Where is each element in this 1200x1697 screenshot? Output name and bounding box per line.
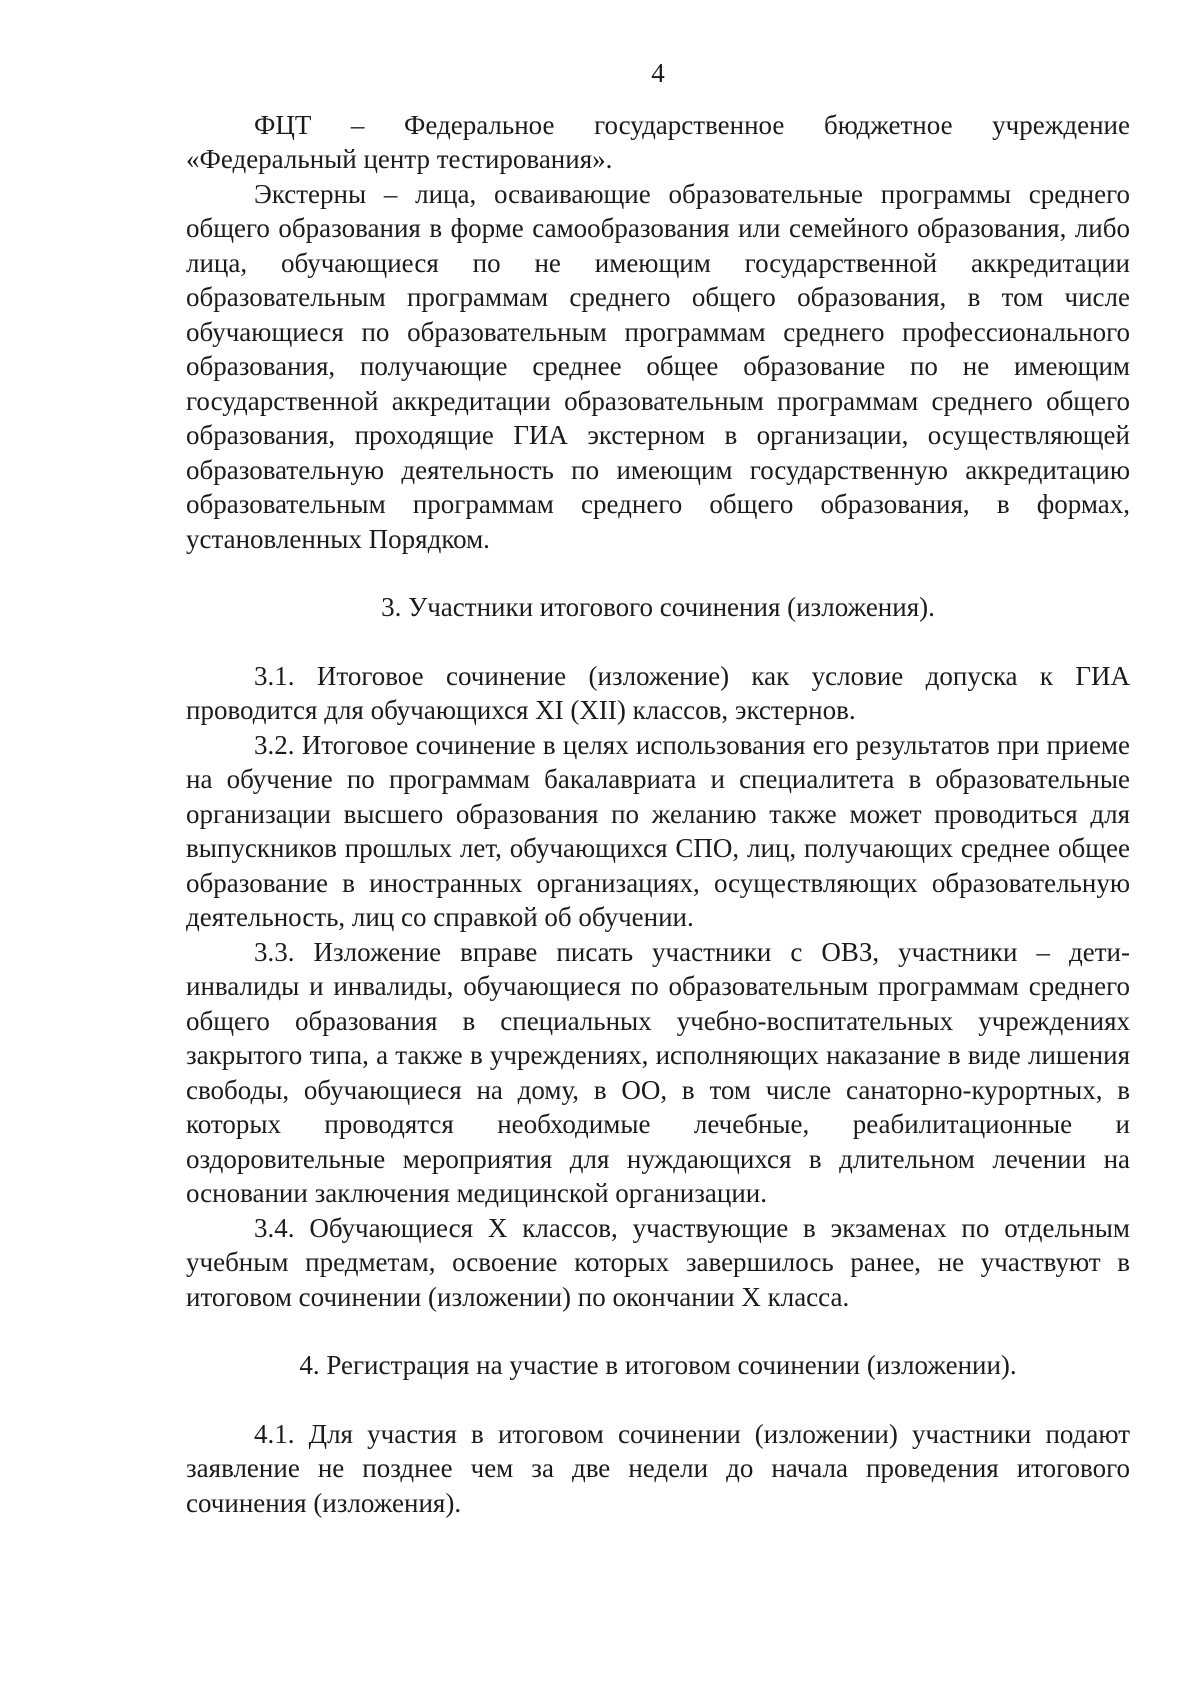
- section-heading-3: 3. Участники итогового сочинения (изложения).: [381, 592, 935, 622]
- paragraph-3-3: 3.3. Изложение вправе писать участники с ОВЗ, участники – дети-инвалиды и инвалиды, обучающиеся по образовательным программам среднего общего образования в специальных учебно-воспитательных учреждениях закрытого типа, а также в учреждениях, исполняющих наказание в виде лишения свободы, обучающиеся на дому, в ОО, в том числе санаторно-курортных, в которых проводятся необходимые лечебные, реабилитационные и оздоровительные мероприятия для нуждающихся в длительном лечении на основании заключения медицинской организации.: [186, 936, 1130, 1208]
- spacer: [186, 625, 1130, 659]
- paragraph-4-1: 4.1. Для участия в итоговом сочинении (изложении) участники подают заявление не позднее чем за две недели до начала проведения итогового сочинения (изложения).: [186, 1418, 1130, 1518]
- paragraph-3-2: 3.2. Итоговое сочинение в целях использования его результатов при приеме на обучение по программам бакалавриата и специалитета в образовательные организации высшего образования по желанию также может проводиться для выпускников прошлых лет, обучающихся СПО, лиц, получающих среднее общее образование в иностранных организациях, осуществляющих образовательную деятельность, лиц со справкой об обучении.: [186, 729, 1130, 932]
- page-number: 4: [651, 58, 665, 88]
- spacer: [186, 556, 1130, 590]
- paragraph-3-4: 3.4. Обучающиеся X классов, участвующие в экзаменах по отдельным учебным предметам, освоение которых завершилось ранее, не участвуют в итоговом сочинении (изложении) по окончании X класса.: [186, 1212, 1130, 1312]
- paragraph-fct-definition: ФЦТ – Федеральное государственное бюджетное учреждение «Федеральный центр тестирования».: [186, 109, 1130, 174]
- spacer: [186, 1314, 1130, 1348]
- paragraph-externs-definition: Экстерны – лица, осваивающие образовательные программы среднего общего образования в форме самообразования или семейного образования, либо лица, обучающиеся по не имеющим государственной аккредитации образовательным программам среднего общего образования, в том числе обучающиеся по образовательным программам среднего профессионального образования, получающие среднее общее образование по не имеющим государственной аккредитации образовательным программам среднего общего образования, проходящие ГИА экстерном в организации, осуществляющей образовательную деятельность по имеющим государственную аккредитацию образовательным программам среднего общего образования, в формах, установленных Порядком.: [186, 178, 1130, 554]
- paragraph-3-1: 3.1. Итоговое сочинение (изложение) как условие допуска к ГИА проводится для обучающихся XI (XII) классов, экстернов.: [186, 660, 1130, 725]
- document-page: [186, 56, 1130, 1520]
- spacer: [186, 1383, 1130, 1417]
- section-heading-4: 4. Регистрация на участие в итоговом сочинении (изложении).: [299, 1350, 1017, 1380]
